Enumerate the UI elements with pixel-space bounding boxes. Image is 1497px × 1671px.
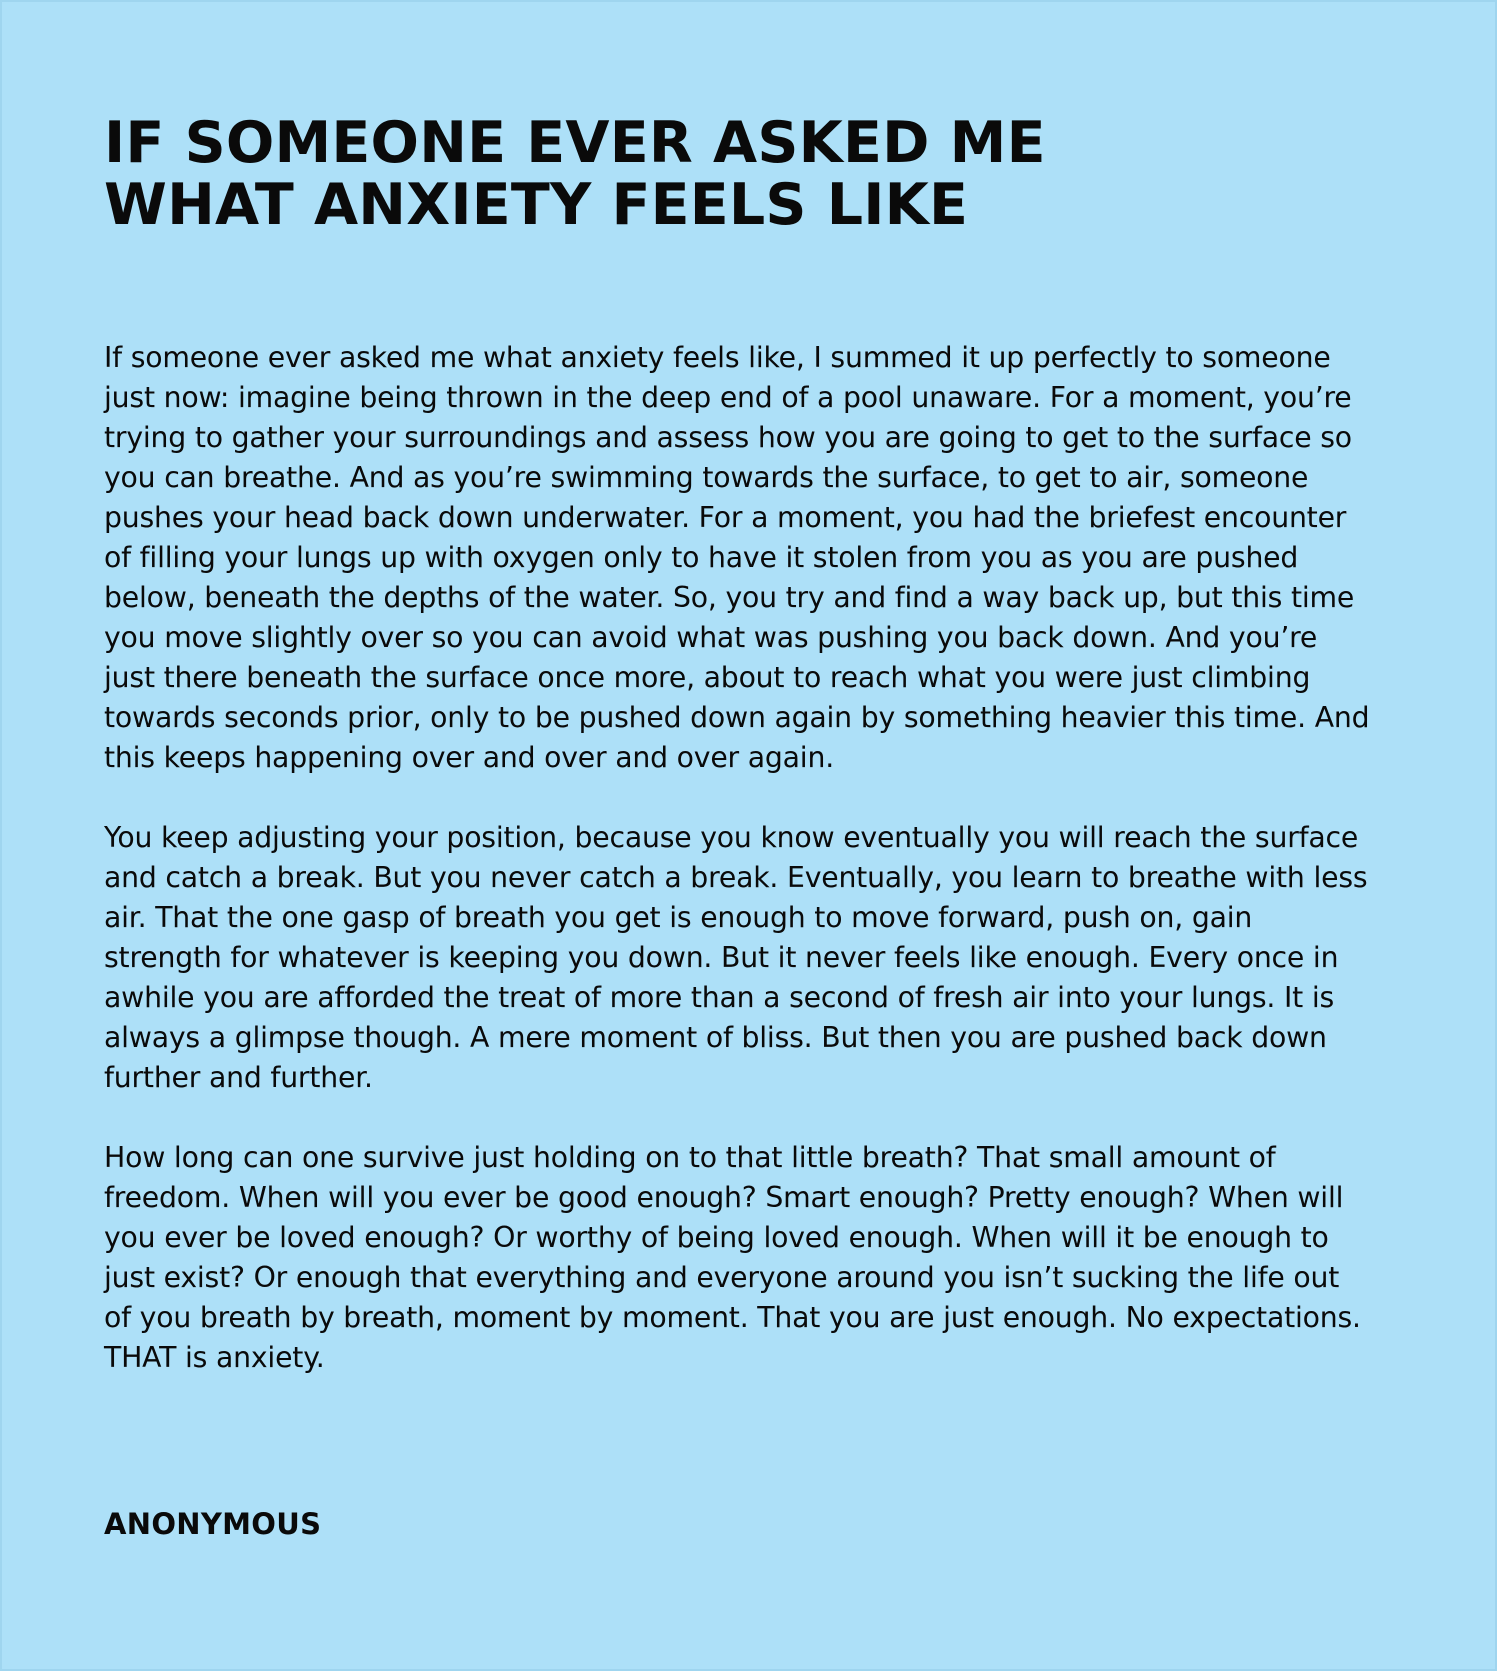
text-line: How long can one survive just holding on to that little breath? That small amount of	[104, 1141, 1276, 1174]
text-line: always a glimpse though. A mere moment of bliss. But then you are pushed back down	[104, 1021, 1327, 1054]
text-line: just now: imagine being thrown in the deep end of a pool unaware. For a moment, you’re	[104, 381, 1352, 414]
text-line: just exist? Or enough that everything and everyone around you isn’t sucking the life out	[104, 1261, 1340, 1294]
paragraph-1	[104, 338, 1404, 778]
text-line: of you breath by breath, moment by moment. That you are just enough. No expectations.	[104, 1301, 1361, 1334]
text-line: you can breathe. And as you’re swimming towards the surface, to get to air, someone	[104, 461, 1309, 494]
author-signature: ANONYMOUS	[104, 1507, 322, 1541]
body-text	[104, 338, 1404, 1418]
title-line: WHAT ANXIETY FEELS LIKE	[104, 172, 969, 238]
text-line: THAT is anxiety.	[104, 1341, 325, 1374]
text-line: this keeps happening over and over and over again.	[104, 741, 835, 774]
text-line: You keep adjusting your position, because you know eventually you will reach the surface	[104, 821, 1359, 854]
text-line: just there beneath the surface once more, about to reach what you were just climbing	[104, 661, 1311, 694]
text-line: of filling your lungs up with oxygen only to have it stolen from you as you are pushed	[104, 541, 1299, 574]
text-line: air. That the one gasp of breath you get is enough to move forward, push on, gain	[104, 901, 1253, 934]
page-title	[104, 112, 1354, 236]
paragraph-3	[104, 1138, 1404, 1378]
title-line: IF SOMEONE EVER ASKED ME	[104, 110, 1046, 176]
text-line: you move slightly over so you can avoid what was pushing you back down. And you’re	[104, 621, 1318, 654]
text-line: you ever be loved enough? Or worthy of being loved enough. When will it be enough to	[104, 1221, 1329, 1254]
text-line: If someone ever asked me what anxiety feels like, I summed it up perfectly to someone	[104, 341, 1331, 374]
text-line: pushes your head back down underwater. For a moment, you had the briefest encounter	[104, 501, 1347, 534]
text-line: freedom. When will you ever be good enough? Smart enough? Pretty enough? When will	[104, 1181, 1344, 1214]
text-line: towards seconds prior, only to be pushed down again by something heavier this time. And	[104, 701, 1370, 734]
text-line: awhile you are afforded the treat of more than a second of fresh air into your lungs. It is	[104, 981, 1335, 1014]
text-line: further and further.	[104, 1061, 373, 1094]
text-line: strength for whatever is keeping you down. But it never feels like enough. Every once in	[104, 941, 1339, 974]
text-line: below, beneath the depths of the water. So, you try and find a way back up, but this time	[104, 581, 1355, 614]
text-line: and catch a break. But you never catch a break. Eventually, you learn to breathe with less	[104, 861, 1368, 894]
text-line: trying to gather your surroundings and assess how you are going to get to the surface so	[104, 421, 1352, 454]
paragraph-2	[104, 818, 1404, 1098]
